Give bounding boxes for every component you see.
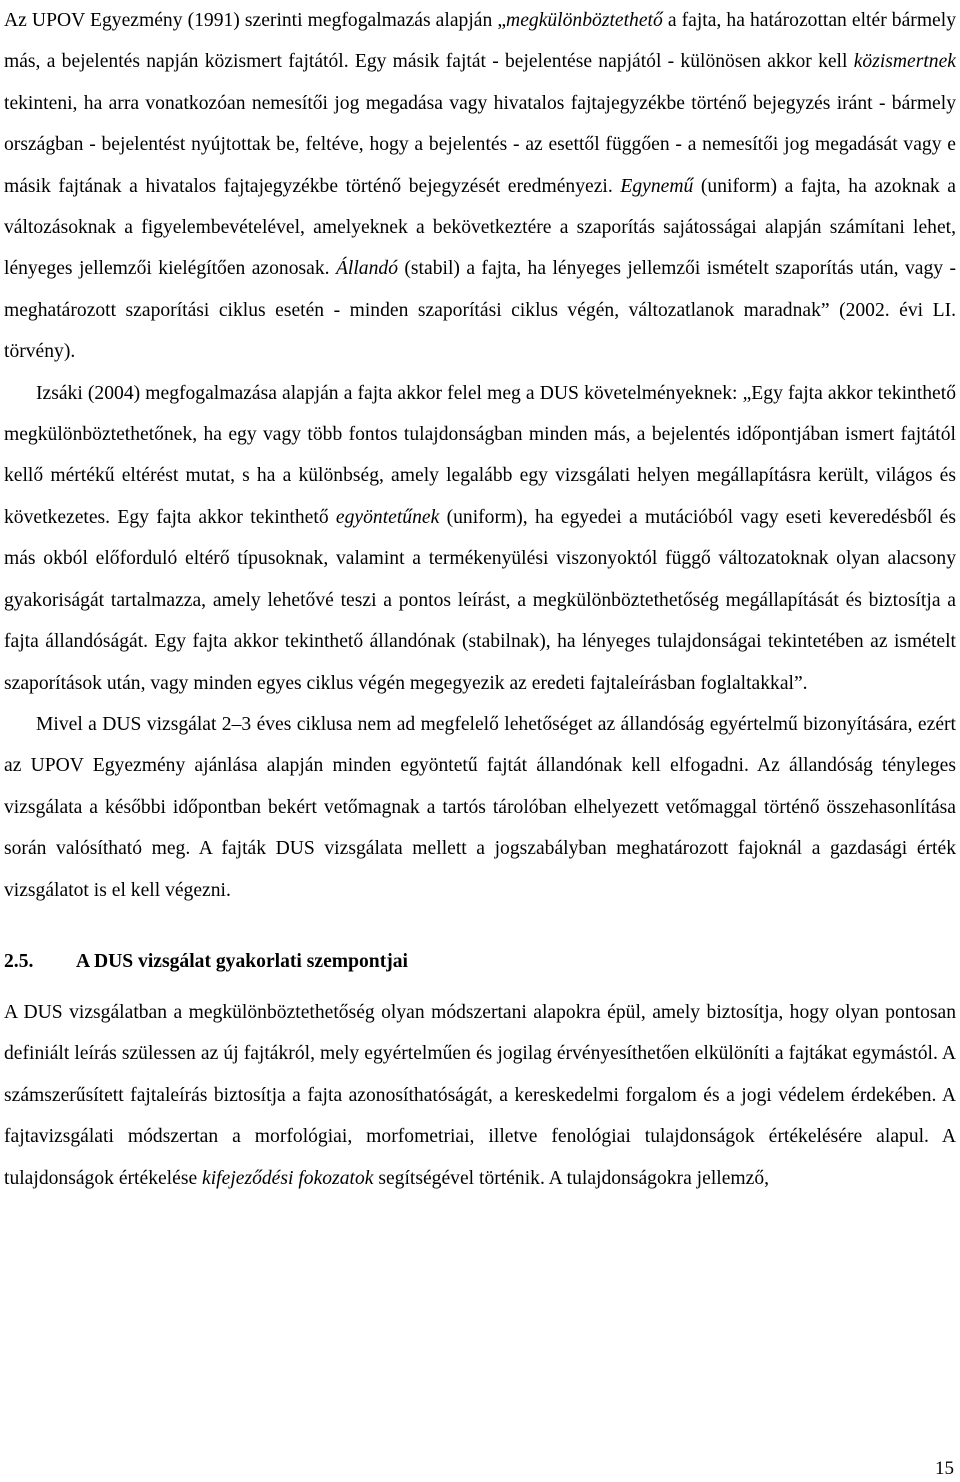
text-run: (uniform), ha egyedei a mutációból vagy eseti keveredésből és más okból előforduló eltérő típusoknak, valamint a termékenyülési viszonyoktól függő változatoknak olyan alacsony gyakoriságát tartalmazza, amely lehetővé teszi a pontos leírást, a megkülönböztethetőség megállapítását és biztosítja a fajta állandóságát. Egy fajta akkor tekinthető állandónak (stabilnak), ha lényeges tulajdonságai tekintetében az ismételt szaporítások után, vagy minden egyes ciklus végén megegyezik az eredeti fajtaleírásban foglaltakkal”. [4, 506, 956, 694]
text-run: Izsáki (2004) megfogalmazása alapján a fajta akkor felel meg a DUS követelményeknek: „Egy fajta akkor tekinthető megkülönböztethetőnek, ha egy vagy több fontos tulajdonságban minden más, a bejelentés időpontjában ismert fajtától kellő mértékű eltérést mutat, s ha a különbség, amely legalább egy vizsgálati helyen megállapításra került, világos és következetes. Egy fajta akkor tekinthető [4, 382, 956, 528]
section-title: A DUS vizsgálat gyakorlati szempontjai [76, 950, 408, 972]
italic-term: Egynemű [620, 175, 694, 197]
paragraph-upov-definition [4, 0, 956, 373]
paragraph-izsaki-definition [4, 373, 956, 704]
section-heading [4, 941, 956, 982]
text-run: A DUS vizsgálatban a megkülönböztethetőség olyan módszertani alapokra épül, amely biztosítja, hogy olyan pontosan definiált leírás szülessen az új fajtákról, mely egyértelműen és jogilag érvényesíthetően elkülöníti a fajtákat egymástól. A számszerűsített fajtaleírás biztosítja a fajta azonosíthatóságát, a kereskedelmi forgalom és a jogi védelem érdekében. A fajtavizsgálati módszertan a morfológiai, morfometriai, illetve fenológiai tulajdonságok értékelésére alapul. A tulajdonságok értékelése [4, 1001, 956, 1189]
paragraph-dus-practice [4, 992, 956, 1199]
text-run: (uniform) a fajta, ha azoknak a változásoknak a figyelembevételével, amelyeknek a bekövetkeztére a szaporítás sajátosságai alapján számítani lehet, lényeges jellemzői kielégítően azonosak. [4, 175, 956, 280]
text-run: segítségével történik. A tulajdonságokra jellemző, [373, 1167, 770, 1189]
text-run: (stabil) a fajta, ha lényeges jellemzői ismételt szaporítás után, vagy - meghatározott szaporítási ciklus esetén - minden szaporítási ciklus végén, változatlanok maradnak” (2002. évi LI. törvény). [4, 258, 956, 363]
paragraph-stability: Mivel a DUS vizsgálat 2–3 éves ciklusa nem ad megfelelő lehetőséget az állandóság egyértelmű bizonyítására, ezért az UPOV Egyezmény ajánlása alapján minden egyöntetű fajtát állandónak kell elfogadni. Az állandóság tényleges vizsgálata a későbbi időpontban bekért vetőmagnak a tartós tárolóban elhelyezett vetőmaggal történő összehasonlítása során valósítható meg. A fajták DUS vizsgálata mellett a jogszabályban meghatározott fajoknál a gazdasági érték vizsgálatot is el kell végezni. [4, 713, 956, 901]
text-run: tekinteni, ha arra vonatkozóan nemesítői jog megadása vagy hivatalos fajtajegyzékbe történő bejegyzés iránt - bármely országban - bejelentést nyújtottak be, feltéve, hogy a bejelentés - az esettől függően - a nemesítői jog megadását vagy e másik fajtának a hivatalos fajtajegyzékbe történő bejegyzését eredményezi. [4, 92, 956, 197]
text-run: Az UPOV Egyezmény (1991) szerinti megfogalmazás alapján „ [4, 10, 507, 31]
italic-term: egyöntetűnek [335, 506, 440, 528]
page-number: 15 [935, 1458, 954, 1479]
italic-term: közismertnek [853, 51, 956, 73]
text-run: a fajta, ha határozottan eltér bármely más, a bejelentés napján közismert fajtától. Egy másik fajtát - bejelentése napjától - különösen akkor kell [4, 10, 956, 73]
italic-term: megkülönböztethető [506, 10, 663, 31]
italic-term: Állandó [335, 258, 398, 280]
document-page [4, 0, 956, 1199]
section-number: 2.5. [4, 950, 34, 972]
italic-term: kifejeződési fokozatok [202, 1167, 374, 1189]
